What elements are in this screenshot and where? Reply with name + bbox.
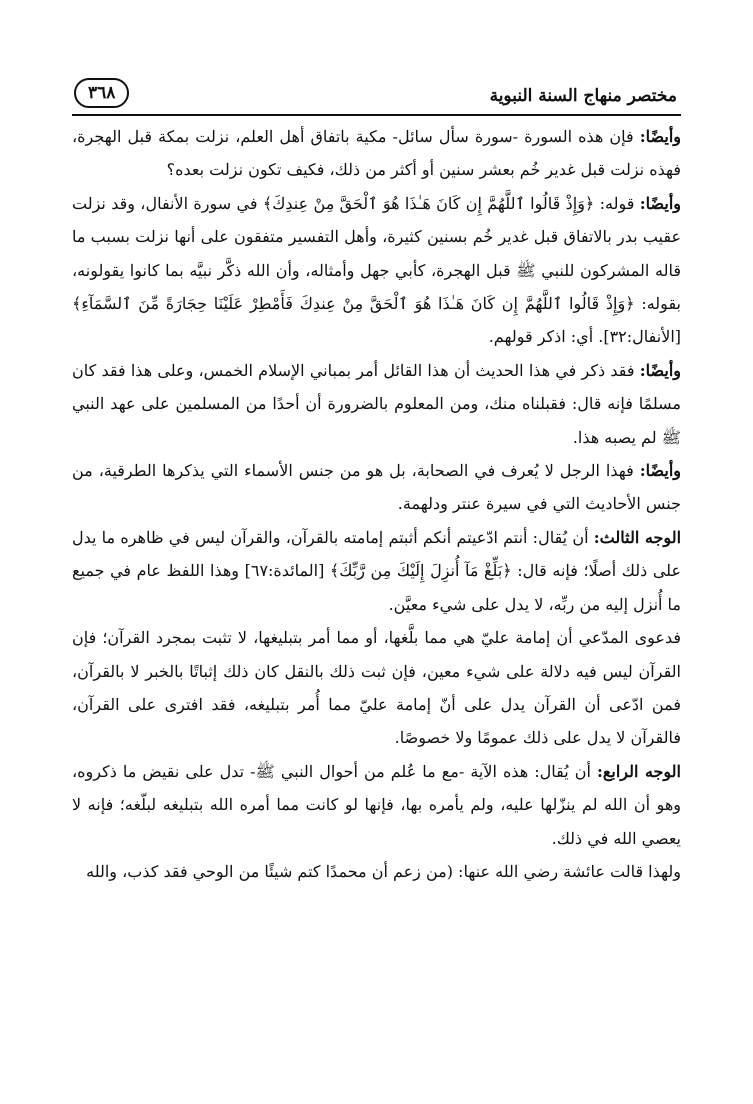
paragraph-lead: وأيضًا: — [639, 193, 681, 213]
paragraph — [72, 354, 681, 454]
paragraph — [72, 521, 681, 621]
paragraph-lead: الوجه الثالث: — [593, 527, 682, 547]
paragraph — [72, 454, 681, 521]
paragraph-text: فقد ذكر في هذا الحديث أن هذا القائل أمر بمباني الإسلام الخمس، وعلى هذا فقد كان مسلمًا فإنه قال: فقبلناه منك، ومن المعلوم بالضرورة أن أحدًا من المسلمين على عهد النبي ﷺ لم يصبه هذا. — [72, 360, 681, 447]
page-number: ٣٦٨ — [74, 78, 129, 108]
paragraph-lead: وأيضًا: — [639, 127, 681, 146]
paragraph-text: ولهذا قالت عائشة رضي الله عنها: (من زعم أن محمدًا كتم شيئًا من الوحي فقد كذب، والله — [86, 861, 681, 881]
paragraph-text: أن يُقال: أنتم ادّعيتم أنكم أثبتم إمامته بالقرآن، والقرآن ليس في ظاهره ما يدل على ذلك أصلًا؛ فإنه قال: ﴿بَلِّغْ مَآ أُنزِلَ إِلَيْكَ مِن رَّبِّكَ﴾ [المائدة:٦٧] وهذا اللفظ عام في جميع ما أُنزل إليه من ربِّه، لا يدل على شيء معيَّن. — [72, 527, 681, 614]
paragraph-lead: الوجه الرابع: — [596, 761, 682, 781]
paragraph — [72, 120, 681, 187]
paragraph — [72, 187, 681, 354]
paragraph-text: فدعوى المدّعي أن إمامة عليّ هي مما بلَّغها، أو مما أمر بتبليغها، لا تثبت بمجرد القرآن؛ فإن القرآن ليس فيه دلالة على شيء معين، فإن ثبت ذلك بالنقل كان ذلك إثباتًا بالخبر لا بالقرآن، فمن ادّعى أن القرآن يدل على أنّ إمامة عليّ مما أُمر بتبليغه، فقد افترى على القرآن، فالقرآن لا يدل على ذلك عمومًا ولا خصوصًا. — [72, 628, 681, 748]
paragraph-lead: وأيضًا: — [639, 461, 681, 481]
paragraph — [72, 755, 681, 855]
paragraph — [72, 855, 681, 888]
paragraph — [72, 621, 681, 755]
page-header — [72, 70, 681, 116]
paragraph-text: فهذا الرجل لا يُعرف في الصحابة، بل هو من جنس الأسماء التي يذكرها الطرقية، من جنس الأحاديث التي في سيرة عنتر ودلهمة. — [72, 461, 681, 514]
book-title: مختصر منهاج السنة النبوية — [489, 86, 677, 106]
paragraph-text: قوله: ﴿وَإِذْ قَالُوا ٱللَّهُمَّ إِن كَانَ هَـٰذَا هُوَ ٱلْحَقَّ مِنْ عِندِكَ﴾ في سورة الأنفال، وقد نزلت عقيب بدر بالاتفاق قبل غدير خُم بسنين كثيرة، وأهل التفسير متفقون على أنها نزلت بسبب ما قاله المشركون للنبي ﷺ قبل الهجرة، كأبي جهل وأمثاله، وأن الله ذكَّر نبيَّه بما كانوا يقولونه، بقوله: ﴿وَإِذْ قَالُوا ٱللَّهُمَّ إِن كَانَ هَـٰذَا هُوَ ٱلْحَقَّ مِنْ عِندِكَ فَأَمْطِرْ عَلَيْنَا حِجَارَةً مِّنَ ٱلسَّمَآءِ﴾ [الأنفال:٣٢]. أي: اذكر قولهم. — [72, 193, 681, 347]
paragraph-text: أن يُقال: هذه الآية -مع ما عُلم من أحوال النبي ﷺ- تدل على نقيض ما ذكروه، وهو أن الله لم ينزّلها عليه، ولم يأمره بها، فإنها لو كانت مما أمره الله بتبليغه لبلّغه؛ فإنه لا يعصي الله في ذلك. — [72, 761, 682, 848]
body-text — [72, 120, 681, 888]
paragraph-lead: وأيضًا: — [639, 360, 681, 380]
paragraph-text: فإن هذه السورة -سورة سأل سائل- مكية باتفاق أهل العلم، نزلت بمكة قبل الهجرة، فهذه نزلت قبل غدير خُم بعشر سنين أو أكثر من ذلك، فكيف تكون نزلت بعده؟ — [72, 127, 681, 180]
